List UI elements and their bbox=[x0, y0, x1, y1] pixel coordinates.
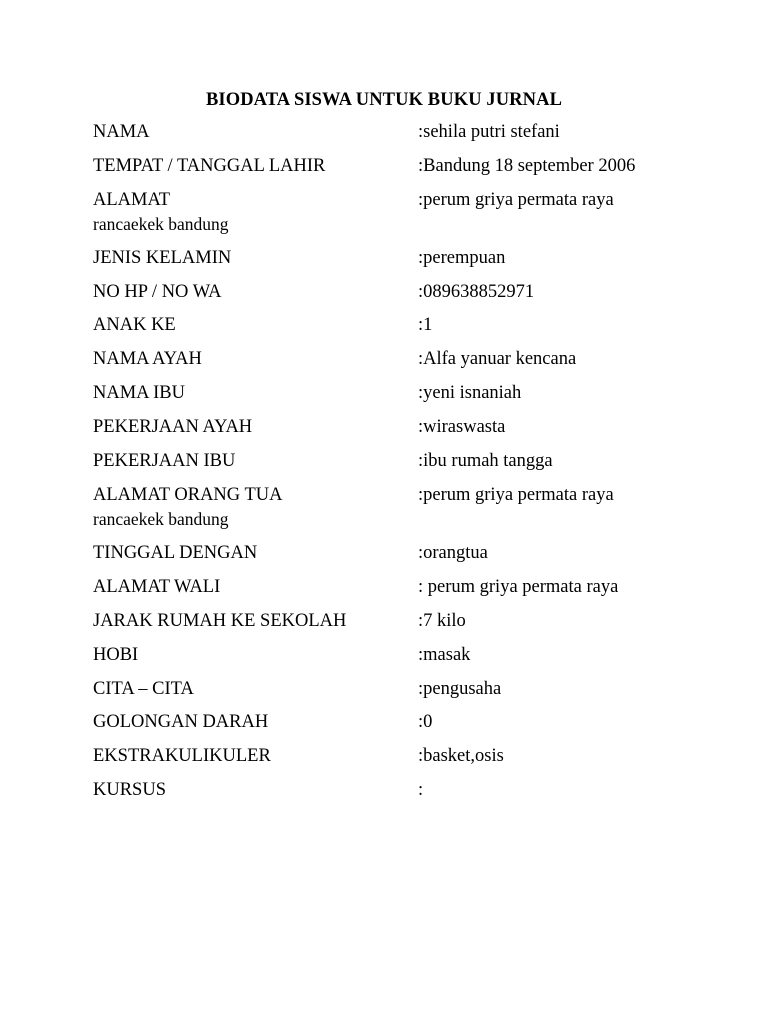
field-value: :Alfa yanuar kencana bbox=[418, 349, 577, 369]
field-value: :masak bbox=[418, 645, 471, 665]
field-label: CITA – CITA bbox=[93, 679, 194, 699]
field-value: :sehila putri stefani bbox=[418, 122, 560, 142]
field-value: :basket,osis bbox=[418, 746, 504, 766]
field-value: :089638852971 bbox=[418, 282, 535, 302]
field-value: :1 bbox=[418, 315, 433, 335]
field-value: :pengusaha bbox=[418, 679, 502, 699]
field-label: ANAK KE bbox=[93, 315, 176, 335]
field-label: NAMA bbox=[93, 122, 150, 142]
field-label: JARAK RUMAH KE SEKOLAH bbox=[93, 611, 347, 631]
field-label: TINGGAL DENGAN bbox=[93, 543, 258, 563]
field-label: GOLONGAN DARAH bbox=[93, 712, 269, 732]
document-title: BIODATA SISWA UNTUK BUKU JURNAL bbox=[205, 90, 563, 110]
field-value: :yeni isnaniah bbox=[418, 383, 522, 403]
field-label: JENIS KELAMIN bbox=[93, 248, 232, 268]
field-label: NAMA IBU bbox=[93, 383, 185, 403]
field-value: :wiraswasta bbox=[418, 417, 506, 437]
field-label: PEKERJAAN IBU bbox=[93, 451, 236, 471]
field-value-continuation: rancaekek bandung bbox=[93, 214, 229, 234]
field-value: : perum griya permata raya bbox=[418, 577, 619, 597]
field-label: KURSUS bbox=[93, 780, 166, 800]
field-value: :orangtua bbox=[418, 543, 488, 563]
field-label: NAMA AYAH bbox=[93, 349, 202, 369]
field-value: :perempuan bbox=[418, 248, 506, 268]
field-label: TEMPAT / TANGGAL LAHIR bbox=[93, 156, 326, 176]
field-value: : bbox=[418, 780, 424, 800]
field-label: NO HP / NO WA bbox=[93, 282, 222, 302]
field-label: EKSTRAKULIKULER bbox=[93, 746, 271, 766]
field-label: ALAMAT ORANG TUA bbox=[93, 485, 283, 505]
field-value: :ibu rumah tangga bbox=[418, 451, 553, 471]
field-value-continuation: rancaekek bandung bbox=[93, 509, 229, 529]
field-value: :perum griya permata raya bbox=[418, 190, 614, 210]
field-value: :Bandung 18 september 2006 bbox=[418, 156, 636, 176]
field-label: ALAMAT bbox=[93, 190, 171, 210]
field-value: :perum griya permata raya bbox=[418, 485, 614, 505]
field-value: :0 bbox=[418, 712, 433, 732]
field-label: PEKERJAAN AYAH bbox=[93, 417, 253, 437]
field-label: ALAMAT WALI bbox=[93, 577, 221, 597]
field-label: HOBI bbox=[93, 645, 139, 665]
field-value: :7 kilo bbox=[418, 611, 466, 631]
